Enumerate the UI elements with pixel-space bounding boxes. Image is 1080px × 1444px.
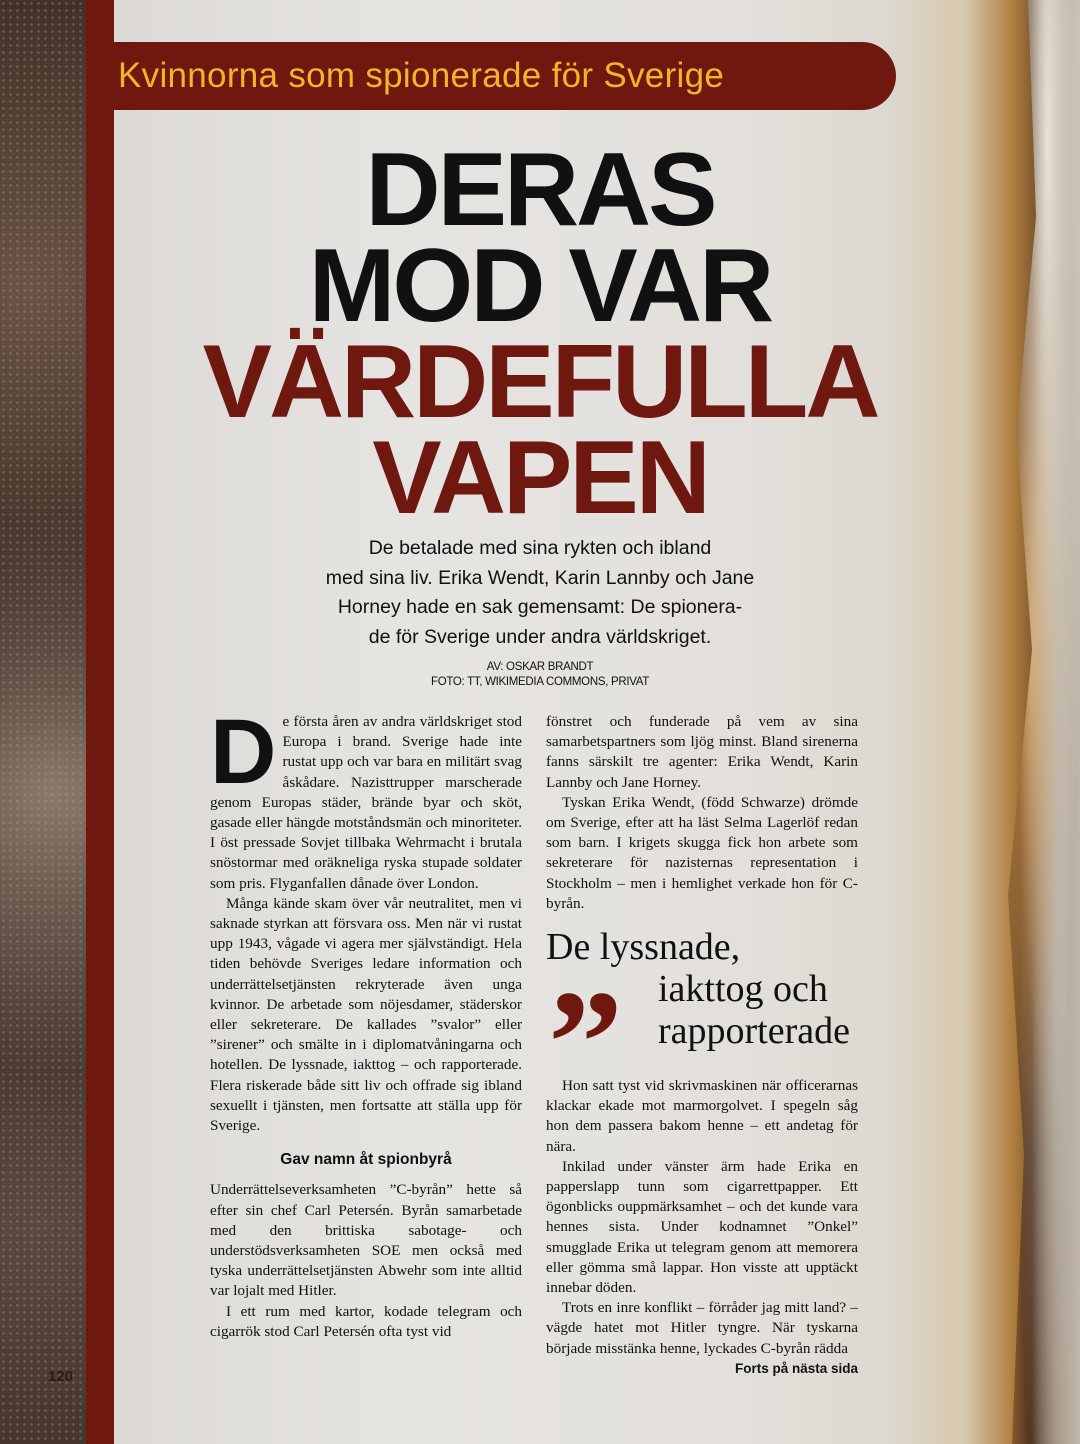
body-paragraph: fönstret och funderade på vem av sina samarbetspartners som ljög minst. Bland sirenerna fanns särskilt tre agenter: Erika Wendt, Karin Lannby och Jane Horney. (546, 713, 858, 791)
lead-line: De betalade med sina rykten och ibland (368, 537, 712, 559)
headline-line-3: VÄRDEFULLA (202, 324, 878, 440)
lead-line: de för Sverige under andra världskriget. (368, 625, 712, 648)
body-column-left (210, 701, 522, 1342)
background-texture (0, 0, 90, 1444)
body-paragraph: Inkilad under vänster ärm hade Erika en papperslapp tunn som cigarrettpapper. Ett ögonblicks ouppmärksamhet – och det kunde vara hennes sista. Under kodnamnet ”Onkel” smugglade Erika ut telegram genom att memorera eller gömma små lappar. Hon visste att upptäckt innebar döden. (546, 1157, 858, 1297)
continued-note: Forts på nästa sida (734, 1360, 858, 1376)
maroon-side-band (86, 0, 114, 1444)
page-number: 120 (48, 1368, 74, 1385)
pull-quote-line: De lyssnade, (546, 926, 741, 968)
body-paragraph: Tyskan Erika Wendt, (född Schwarze) drömde om Sverige, efter att ha läst Selma Lagerlöf redan som barn. I krigets skugga fick hon arbete som sekreterare för nazisternas representation i Stockholm – men i hemlighet verkade hon för C-byrån. (546, 793, 858, 912)
byline (360, 660, 720, 690)
lead-line: med sina liv. Erika Wendt, Karin Lannby och Jane (325, 566, 755, 589)
body-column-right-top (546, 712, 858, 914)
banner-title: Kvinnorna som spionerade för Sverige (118, 56, 725, 95)
body-column-right-bottom (546, 1076, 858, 1379)
body-paragraph: I ett rum med kartor, kodade telegram och cigarrök stod Carl Petersén ofta tyst vid (210, 1302, 522, 1340)
body-paragraph: e första åren av andra världskriget stod Europa i brand. Sverige hade inte rustat upp och var bara en militärt svag åskådare. Nazisttrupper marscherade genom Europas städer, brände byar och sköt, gasade eller hängde motståndsmän och minoriteter. I öst pressade Sovjet tillbaka Wehrmacht i brutala snöstormar med oräkneliga ryska stupade soldater som pris. Flyganfallen dånade över London. (210, 713, 522, 892)
body-paragraph: Trots en inre konflikt – förråder jag mitt land? – vägde hatet mot Hitler tyngre. När tyskarna började misstänka henne, lyckades C-byrån rädda (546, 1299, 858, 1357)
pull-quote-line: rapporterade (658, 1010, 850, 1052)
headline-line-4: VAPEN (372, 420, 708, 536)
photo-credit: FOTO: TT, WIKIMEDIA COMMONS, PRIVAT (430, 676, 650, 688)
body-paragraph: Många kände skam över vår neutralitet, men vi saknade styrkan att försvara oss. Men när vi rustat upp 1943, vågade vi agera mer självständigt. Hela tiden behövde Sveriges ledare information och underrättelsetjänsten rekryterade även unga kvinnor. De arbetade som nöjesdamer, städerskor eller sekreterare. De kallades ”svalor” eller ”sirener” och smälte in i diplomatvåningarna och hotellen. De lyssnade, iakttog – och rapporterade. Flera riskerade både sitt liv och offrade sig ibland sexuellt i tjänsten, men fortsatte att ställa upp för Sverige. (210, 894, 522, 1135)
section-banner (114, 42, 896, 110)
drop-cap: D (210, 701, 277, 803)
lead-paragraph (260, 534, 820, 652)
subheading: Gav namn åt spionbyrå (280, 1151, 452, 1169)
headline-line-2: MOD VAR (308, 228, 772, 344)
headline (200, 132, 880, 536)
pull-quote-line: iakttog och (658, 968, 828, 1010)
quote-mark-icon: ” (548, 960, 623, 1126)
body-paragraph: Underrättelseverksamheten ”C-byrån” hette så efter sin chef Carl Petersén. Byrån samarbetade med den brittiska sabotage- och understödsverksamheten SOE men också med tyska underrättelsetjänsten Abwehr som inte alltid var lojalt med Hitler. (210, 1181, 522, 1300)
headline-line-1: DERAS (365, 132, 715, 248)
lead-line: Horney hade en sak gemensamt: De spionera- (337, 596, 743, 618)
author-credit: AV: OSKAR BRANDT (486, 661, 594, 673)
body-paragraph: Hon satt tyst vid skrivmaskinen när officerarnas klackar ekade mot marmorgolvet. I spegeln såg hon dem passera bakom henne – ett andetag för nära. (546, 1077, 858, 1155)
